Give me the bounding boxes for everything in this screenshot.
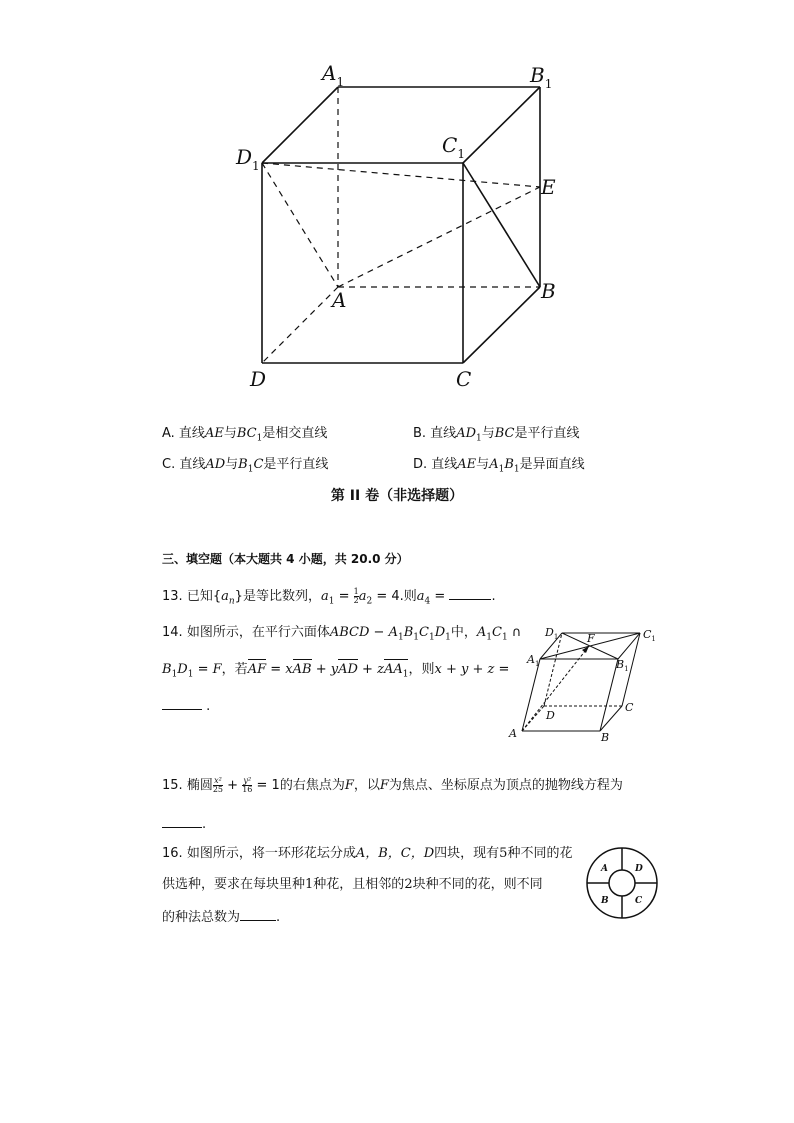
question-number: 14.: [162, 625, 183, 640]
ring-label-a: A: [601, 864, 608, 874]
label-c1: $C_1$: [643, 628, 656, 643]
label-b: B: [541, 279, 556, 303]
option-c: C. 直线AD与$B_1C$是平行直线: [162, 457, 329, 475]
label-a1: $A_1$: [527, 653, 540, 668]
ring-figure: [585, 846, 661, 922]
label-d: D: [250, 367, 267, 391]
answer-blank[interactable]: [162, 815, 202, 828]
question-14-line2: $B_1D_1 = F$，若AF = xAB + yAD + zAA$_1$，则x + y + z =: [162, 662, 509, 683]
question-13: 13. 已知$\{a_n\}$是等比数列，$a_1$ = $\frac{1}{2}$ $a_2 = 4$.则$a_4$ = .: [162, 587, 496, 607]
question-number: 15.: [162, 778, 183, 793]
label-d: D: [546, 709, 555, 722]
ring-label-d: D: [635, 864, 643, 874]
edge-aa1: [522, 659, 540, 731]
question-16-line3: 的种法总数为 .: [162, 910, 281, 925]
answer-blank[interactable]: [240, 908, 276, 921]
question-number: 13.: [162, 589, 183, 604]
answer-blank[interactable]: [449, 587, 491, 600]
label-c: C: [456, 367, 472, 391]
edge-d1e: [262, 163, 540, 187]
label-f: F: [587, 632, 595, 645]
label-c: C: [625, 701, 634, 714]
ring-label-b: B: [601, 896, 609, 906]
answer-blank[interactable]: [162, 697, 202, 710]
label-c1: $C_1$: [442, 133, 465, 161]
edge-d1a: [262, 163, 338, 287]
option-d: D. 直线AE与$A_1B_1$是异面直线: [413, 457, 585, 475]
label-b1: $B_1$: [530, 63, 553, 91]
question-15-line2: .: [162, 815, 206, 833]
label-e: E: [541, 175, 556, 199]
question-16-line1: 16. 如图所示，将一环形花坛分成A，B，C，D四块，现有5种不同的花: [162, 846, 573, 861]
edge-a1d1: [262, 87, 338, 163]
label-b1: $B_1$: [616, 658, 629, 673]
section-title: 三、填空题（本大题共 4 小题，共 20.0 分）: [162, 552, 409, 566]
question-14-line3: .: [162, 697, 210, 715]
cube-figure: [220, 50, 580, 400]
label-a1: $A_1$: [322, 61, 345, 89]
label-a: A: [332, 288, 347, 312]
label-a: A: [509, 727, 517, 740]
question-15-line1: 15. 椭圆 $\frac{\text{x²}}{25}$ + $\frac{\text{y²}}{16}$ = 1的右焦点为F，以F为焦点、坐标原点为顶点的抛物线方程为: [162, 776, 623, 794]
edge-cb: [463, 287, 540, 363]
question-14-line1: 14. 如图所示，在平行六面体ABCD − $A_1B_1C_1D_1$中，$A_1C_1$ ∩: [162, 625, 522, 643]
question-16-line2: 供选种，要求在每块里种1种花，且相邻的2块种不同的花，则不同: [162, 877, 543, 892]
ring-label-c: C: [635, 896, 643, 906]
label-b: B: [601, 731, 610, 744]
volume-title: 第 II 卷（非选择题）: [330, 488, 464, 504]
edge-ad: [262, 287, 338, 363]
question-number: 16.: [162, 846, 183, 861]
option-b: B. 直线$AD_1$与BC是平行直线: [413, 426, 580, 444]
edge-b1c1: [463, 87, 540, 163]
parallelepiped-figure: [505, 622, 665, 744]
label-d1: $D_1$: [236, 145, 260, 173]
option-a: A. 直线AE与$BC_1$是相交直线: [162, 426, 328, 444]
label-d1: $D_1$: [545, 626, 559, 641]
